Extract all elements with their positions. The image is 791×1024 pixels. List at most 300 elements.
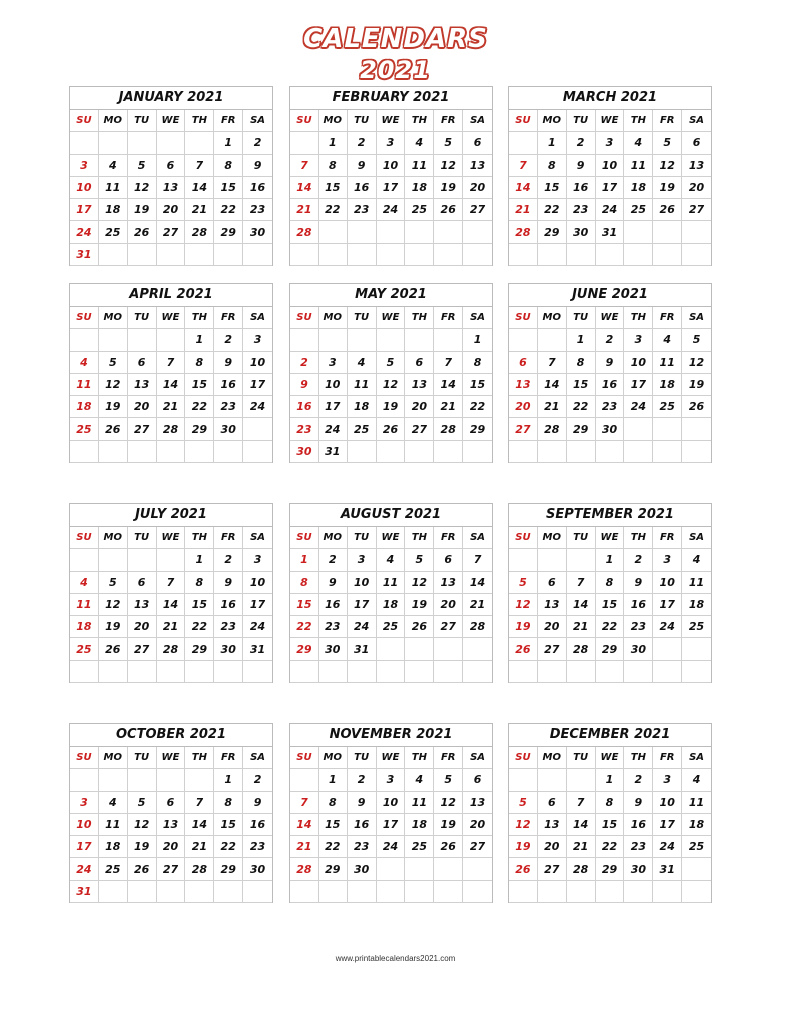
weekday-header: FR — [434, 527, 463, 549]
weekday-header: TH — [624, 527, 653, 549]
month-name: DECEMBER — [549, 727, 630, 742]
day-cell: 8 — [214, 155, 243, 177]
day-cell: 26 — [682, 396, 711, 418]
empty-day-cell — [463, 661, 492, 683]
empty-day-cell — [567, 769, 596, 791]
empty-day-cell — [377, 441, 406, 463]
day-cell: 6 — [128, 352, 157, 374]
day-cell: 25 — [348, 418, 377, 440]
day-cell: 11 — [405, 155, 434, 177]
day-cell: 30 — [624, 638, 653, 660]
day-cell: 14 — [290, 814, 319, 836]
day-cell: 24 — [624, 396, 653, 418]
day-cell: 11 — [405, 792, 434, 814]
empty-day-cell — [463, 221, 492, 243]
day-cell: 20 — [405, 396, 434, 418]
day-cell: 7 — [157, 572, 186, 594]
empty-day-cell — [348, 661, 377, 683]
day-cell: 22 — [319, 199, 348, 221]
empty-day-cell — [290, 769, 319, 791]
day-cell: 11 — [70, 374, 99, 396]
month-title — [509, 284, 711, 307]
day-cell: 5 — [653, 132, 682, 154]
empty-day-cell — [653, 881, 682, 903]
month-day-grid — [290, 110, 492, 266]
weekday-header: MO — [538, 527, 567, 549]
day-cell: 4 — [377, 549, 406, 571]
day-cell: 21 — [567, 616, 596, 638]
day-cell: 17 — [348, 594, 377, 616]
empty-day-cell — [185, 769, 214, 791]
day-cell: 14 — [538, 374, 567, 396]
empty-day-cell — [509, 329, 538, 351]
day-cell: 11 — [99, 177, 128, 199]
day-cell: 29 — [596, 858, 625, 880]
weekday-header: TU — [567, 747, 596, 769]
empty-day-cell — [463, 858, 492, 880]
day-cell: 30 — [596, 418, 625, 440]
day-cell: 10 — [319, 374, 348, 396]
day-cell: 19 — [405, 594, 434, 616]
day-cell: 30 — [290, 441, 319, 463]
weekday-header: SU — [509, 747, 538, 769]
empty-day-cell — [596, 244, 625, 266]
day-cell: 30 — [319, 638, 348, 660]
day-cell: 13 — [538, 594, 567, 616]
empty-day-cell — [319, 221, 348, 243]
day-cell: 11 — [682, 572, 711, 594]
month-november — [289, 723, 493, 903]
day-cell: 8 — [185, 352, 214, 374]
empty-day-cell — [434, 638, 463, 660]
weekday-header: WE — [377, 527, 406, 549]
month-name: MAY — [355, 287, 387, 302]
day-cell: 6 — [157, 155, 186, 177]
day-cell: 16 — [243, 814, 272, 836]
empty-day-cell — [538, 329, 567, 351]
month-title — [290, 504, 492, 527]
day-cell: 8 — [538, 155, 567, 177]
day-cell: 2 — [624, 769, 653, 791]
day-cell: 7 — [463, 549, 492, 571]
day-cell: 3 — [243, 549, 272, 571]
day-cell: 21 — [538, 396, 567, 418]
day-cell: 3 — [70, 792, 99, 814]
day-cell: 5 — [509, 572, 538, 594]
day-cell: 12 — [434, 155, 463, 177]
day-cell: 23 — [290, 418, 319, 440]
day-cell: 7 — [434, 352, 463, 374]
day-cell: 15 — [185, 374, 214, 396]
empty-day-cell — [377, 858, 406, 880]
day-cell: 20 — [682, 177, 711, 199]
day-cell: 19 — [99, 396, 128, 418]
empty-day-cell — [157, 769, 186, 791]
empty-day-cell — [682, 858, 711, 880]
weekday-header: TU — [128, 747, 157, 769]
day-cell: 5 — [99, 352, 128, 374]
month-title — [70, 724, 272, 747]
empty-day-cell — [624, 221, 653, 243]
day-cell: 6 — [509, 352, 538, 374]
empty-day-cell — [99, 661, 128, 683]
weekday-header: SU — [70, 110, 99, 132]
empty-day-cell — [185, 244, 214, 266]
weekday-header: TU — [348, 747, 377, 769]
weekday-header: WE — [596, 110, 625, 132]
day-cell: 8 — [319, 155, 348, 177]
weekday-header: SU — [509, 527, 538, 549]
day-cell: 1 — [290, 549, 319, 571]
day-cell: 6 — [405, 352, 434, 374]
weekday-header: SU — [509, 307, 538, 329]
empty-day-cell — [653, 441, 682, 463]
day-cell: 11 — [377, 572, 406, 594]
day-cell: 29 — [567, 418, 596, 440]
month-title — [70, 87, 272, 110]
day-cell: 19 — [377, 396, 406, 418]
month-day-grid — [70, 747, 272, 903]
empty-day-cell — [567, 244, 596, 266]
day-cell: 27 — [463, 199, 492, 221]
weekday-header: MO — [99, 110, 128, 132]
day-cell: 13 — [128, 374, 157, 396]
weekday-header: WE — [157, 527, 186, 549]
day-cell: 5 — [434, 132, 463, 154]
month-year: 2021 — [637, 507, 674, 522]
weekday-header: MO — [538, 747, 567, 769]
day-cell: 14 — [567, 814, 596, 836]
day-cell: 17 — [596, 177, 625, 199]
day-cell: 20 — [128, 616, 157, 638]
empty-day-cell — [596, 881, 625, 903]
month-day-grid — [509, 307, 711, 463]
month-april — [69, 283, 273, 463]
day-cell: 26 — [434, 199, 463, 221]
weekday-header: MO — [99, 527, 128, 549]
empty-day-cell — [567, 549, 596, 571]
day-cell: 20 — [463, 177, 492, 199]
day-cell: 18 — [405, 177, 434, 199]
day-cell: 21 — [463, 594, 492, 616]
day-cell: 16 — [214, 374, 243, 396]
day-cell: 26 — [434, 836, 463, 858]
day-cell: 31 — [70, 881, 99, 903]
day-cell: 13 — [128, 594, 157, 616]
day-cell: 4 — [682, 549, 711, 571]
day-cell: 6 — [157, 792, 186, 814]
day-cell: 24 — [243, 616, 272, 638]
day-cell: 8 — [567, 352, 596, 374]
empty-day-cell — [624, 441, 653, 463]
empty-day-cell — [128, 549, 157, 571]
empty-day-cell — [157, 329, 186, 351]
day-cell: 9 — [214, 352, 243, 374]
day-cell: 16 — [319, 594, 348, 616]
weekday-header: SA — [682, 747, 711, 769]
month-title — [290, 724, 492, 747]
day-cell: 13 — [538, 814, 567, 836]
day-cell: 26 — [405, 616, 434, 638]
weekday-header: SU — [509, 110, 538, 132]
day-cell: 4 — [70, 572, 99, 594]
day-cell: 16 — [290, 396, 319, 418]
day-cell: 15 — [596, 814, 625, 836]
empty-day-cell — [99, 132, 128, 154]
day-cell: 27 — [463, 836, 492, 858]
empty-day-cell — [405, 244, 434, 266]
weekday-header: SU — [70, 527, 99, 549]
day-cell: 4 — [653, 329, 682, 351]
day-cell: 17 — [377, 814, 406, 836]
day-cell: 8 — [596, 792, 625, 814]
empty-day-cell — [157, 244, 186, 266]
day-cell: 13 — [405, 374, 434, 396]
empty-day-cell — [214, 441, 243, 463]
day-cell: 22 — [185, 396, 214, 418]
empty-day-cell — [319, 661, 348, 683]
day-cell: 6 — [538, 792, 567, 814]
month-october — [69, 723, 273, 903]
month-day-grid — [290, 747, 492, 903]
weekday-header: TU — [567, 110, 596, 132]
empty-day-cell — [567, 881, 596, 903]
month-year: 2021 — [187, 90, 224, 105]
day-cell: 22 — [290, 616, 319, 638]
day-cell: 2 — [319, 549, 348, 571]
day-cell: 25 — [653, 396, 682, 418]
day-cell: 27 — [509, 418, 538, 440]
weekday-header: SU — [290, 747, 319, 769]
day-cell: 24 — [70, 858, 99, 880]
day-cell: 31 — [70, 244, 99, 266]
day-cell: 26 — [99, 638, 128, 660]
day-cell: 28 — [463, 616, 492, 638]
day-cell: 22 — [214, 836, 243, 858]
day-cell: 1 — [538, 132, 567, 154]
day-cell: 14 — [509, 177, 538, 199]
day-cell: 15 — [319, 814, 348, 836]
empty-day-cell — [653, 661, 682, 683]
empty-day-cell — [596, 441, 625, 463]
empty-day-cell — [290, 132, 319, 154]
month-may — [289, 283, 493, 463]
month-july — [69, 503, 273, 683]
day-cell: 23 — [214, 396, 243, 418]
empty-day-cell — [157, 661, 186, 683]
day-cell: 30 — [214, 418, 243, 440]
empty-day-cell — [405, 881, 434, 903]
day-cell: 19 — [434, 814, 463, 836]
empty-day-cell — [653, 638, 682, 660]
month-day-grid — [70, 110, 272, 266]
day-cell: 7 — [567, 572, 596, 594]
empty-day-cell — [405, 661, 434, 683]
day-cell: 25 — [405, 199, 434, 221]
day-cell: 19 — [99, 616, 128, 638]
empty-day-cell — [319, 329, 348, 351]
day-cell: 14 — [157, 374, 186, 396]
day-cell: 7 — [185, 792, 214, 814]
empty-day-cell — [538, 769, 567, 791]
empty-day-cell — [509, 661, 538, 683]
empty-day-cell — [290, 881, 319, 903]
month-year: 2021 — [416, 727, 453, 742]
weekday-header: SA — [243, 307, 272, 329]
day-cell: 15 — [319, 177, 348, 199]
weekday-header: MO — [319, 307, 348, 329]
day-cell: 11 — [348, 374, 377, 396]
empty-day-cell — [538, 661, 567, 683]
empty-day-cell — [348, 881, 377, 903]
day-cell: 12 — [99, 374, 128, 396]
day-cell: 19 — [682, 374, 711, 396]
weekday-header: FR — [653, 747, 682, 769]
day-cell: 27 — [157, 858, 186, 880]
day-cell: 19 — [509, 616, 538, 638]
weekday-header: WE — [377, 110, 406, 132]
day-cell: 23 — [596, 396, 625, 418]
day-cell: 25 — [70, 418, 99, 440]
day-cell: 23 — [567, 199, 596, 221]
month-january — [69, 86, 273, 266]
day-cell: 1 — [185, 329, 214, 351]
empty-day-cell — [682, 661, 711, 683]
empty-day-cell — [128, 441, 157, 463]
day-cell: 18 — [70, 396, 99, 418]
empty-day-cell — [99, 441, 128, 463]
day-cell: 25 — [624, 199, 653, 221]
empty-day-cell — [99, 549, 128, 571]
day-cell: 28 — [290, 221, 319, 243]
empty-day-cell — [377, 244, 406, 266]
day-cell: 24 — [348, 616, 377, 638]
weekday-header: SA — [463, 110, 492, 132]
day-cell: 11 — [70, 594, 99, 616]
day-cell: 16 — [624, 594, 653, 616]
weekday-header: FR — [653, 110, 682, 132]
weekday-header: TH — [405, 527, 434, 549]
weekday-header: MO — [538, 110, 567, 132]
day-cell: 17 — [624, 374, 653, 396]
empty-day-cell — [538, 549, 567, 571]
day-cell: 28 — [290, 858, 319, 880]
day-cell: 28 — [567, 858, 596, 880]
day-cell: 18 — [682, 594, 711, 616]
day-cell: 19 — [434, 177, 463, 199]
day-cell: 14 — [185, 177, 214, 199]
day-cell: 3 — [624, 329, 653, 351]
empty-day-cell — [128, 132, 157, 154]
weekday-header: TH — [405, 307, 434, 329]
day-cell: 22 — [319, 836, 348, 858]
day-cell: 4 — [405, 132, 434, 154]
day-cell: 4 — [99, 792, 128, 814]
weekday-header: SU — [290, 110, 319, 132]
empty-day-cell — [99, 329, 128, 351]
weekday-header: TU — [567, 307, 596, 329]
day-cell: 5 — [682, 329, 711, 351]
month-title — [290, 284, 492, 307]
day-cell: 9 — [243, 155, 272, 177]
day-cell: 25 — [377, 616, 406, 638]
weekday-header: SA — [243, 747, 272, 769]
day-cell: 18 — [70, 616, 99, 638]
day-cell: 24 — [70, 221, 99, 243]
weekday-header: SA — [463, 527, 492, 549]
day-cell: 16 — [596, 374, 625, 396]
weekday-header: MO — [319, 747, 348, 769]
empty-day-cell — [405, 638, 434, 660]
day-cell: 28 — [567, 638, 596, 660]
day-cell: 9 — [596, 352, 625, 374]
day-cell: 12 — [509, 594, 538, 616]
day-cell: 21 — [185, 199, 214, 221]
weekday-header: FR — [214, 527, 243, 549]
day-cell: 2 — [624, 549, 653, 571]
empty-day-cell — [70, 329, 99, 351]
weekday-header: WE — [377, 747, 406, 769]
day-cell: 29 — [185, 418, 214, 440]
day-cell: 24 — [377, 199, 406, 221]
weekday-header: FR — [214, 747, 243, 769]
month-year: 2021 — [404, 507, 442, 522]
month-february — [289, 86, 493, 266]
empty-day-cell — [653, 244, 682, 266]
day-cell: 13 — [463, 155, 492, 177]
weekday-header: TH — [185, 110, 214, 132]
empty-day-cell — [70, 661, 99, 683]
day-cell: 8 — [319, 792, 348, 814]
day-cell: 4 — [348, 352, 377, 374]
day-cell: 1 — [567, 329, 596, 351]
day-cell: 29 — [185, 638, 214, 660]
empty-day-cell — [405, 858, 434, 880]
day-cell: 12 — [434, 792, 463, 814]
day-cell: 5 — [377, 352, 406, 374]
day-cell: 9 — [624, 572, 653, 594]
empty-day-cell — [434, 244, 463, 266]
empty-day-cell — [434, 441, 463, 463]
day-cell: 20 — [463, 814, 492, 836]
weekday-header: WE — [157, 307, 186, 329]
day-cell: 2 — [214, 549, 243, 571]
month-year: 2021 — [390, 287, 427, 302]
day-cell: 12 — [128, 177, 157, 199]
month-day-grid — [290, 307, 492, 463]
day-cell: 12 — [509, 814, 538, 836]
month-name: OCTOBER — [115, 727, 186, 742]
empty-day-cell — [463, 441, 492, 463]
weekday-header: WE — [596, 527, 625, 549]
day-cell: 1 — [319, 132, 348, 154]
empty-day-cell — [185, 881, 214, 903]
empty-day-cell — [653, 221, 682, 243]
empty-day-cell — [682, 881, 711, 903]
empty-day-cell — [157, 132, 186, 154]
day-cell: 15 — [214, 177, 243, 199]
weekday-header: FR — [434, 747, 463, 769]
day-cell: 10 — [377, 155, 406, 177]
empty-day-cell — [682, 441, 711, 463]
day-cell: 17 — [319, 396, 348, 418]
day-cell: 15 — [463, 374, 492, 396]
day-cell: 10 — [377, 792, 406, 814]
month-title — [70, 504, 272, 527]
day-cell: 30 — [214, 638, 243, 660]
day-cell: 17 — [70, 199, 99, 221]
day-cell: 3 — [319, 352, 348, 374]
